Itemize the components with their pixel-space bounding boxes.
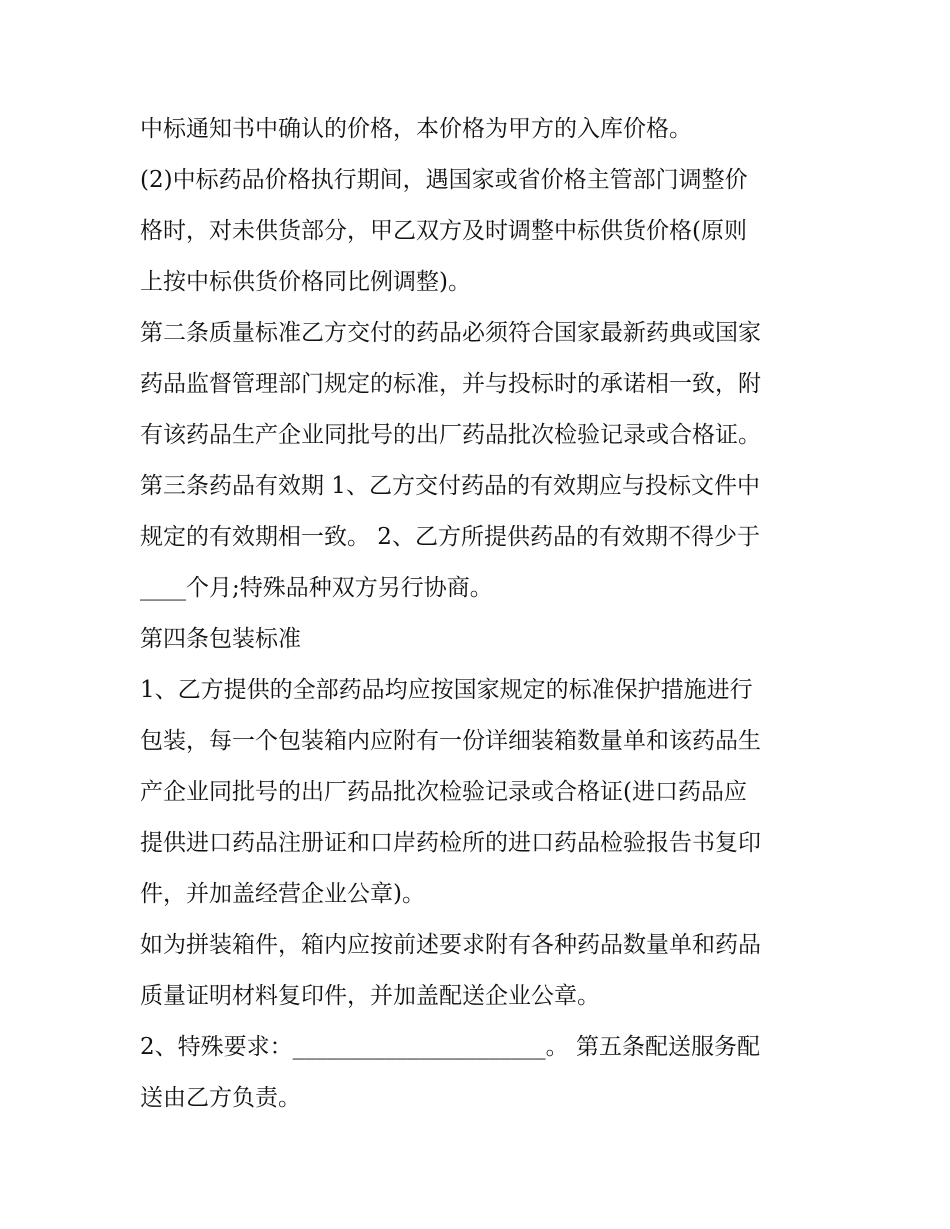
section-heading: 第四条包装标准	[140, 626, 301, 652]
text-line: 件，并加盖经营企业公章)。	[140, 881, 425, 907]
text-line: 格时，对未供货部分，甲乙双方及时调整中标供货价格(原则	[140, 218, 747, 244]
text-line: 第二条质量标准乙方交付的药品必须符合国家最新药典或国家	[140, 320, 761, 346]
text-line: 提供进口药品注册证和口岸药检所的进口药品检验报告书复印	[140, 830, 761, 856]
text-line: (2)中标药品价格执行期间，遇国家或省价格主管部门调整价	[140, 167, 748, 193]
text-line: 包装，每一个包装箱内应附有一份详细装箱数量单和该药品生	[140, 728, 761, 754]
text-line: 质量证明材料复印件，并加盖配送企业公章。	[140, 983, 600, 1009]
text-line: 产企业同批号的出厂药品批次检验记录或合格证(进口药品应	[140, 779, 747, 805]
text-line: 有该药品生产企业同批号的出厂药品批次检验记录或合格证。	[140, 422, 761, 448]
text-line: 1、乙方提供的全部药品均应按国家规定的标准保护措施进行	[140, 677, 753, 703]
text-line: 中标通知书中确认的价格，本价格为甲方的入库价格。	[140, 116, 692, 142]
text-line: 药品监督管理部门规定的标准，并与投标时的承诺相一致，附	[140, 371, 761, 397]
text-line: 2、特殊要求：______________________。 第五条配送服务配	[140, 1034, 760, 1060]
text-line: 第三条药品有效期 1、乙方交付药品的有效期应与投标文件中	[140, 473, 760, 499]
text-line: ____个月;特殊品种双方另行协商。	[140, 575, 493, 601]
text-line: 如为拼装箱件，箱内应按前述要求附有各种药品数量单和药品	[140, 932, 761, 958]
document-body	[140, 104, 830, 1124]
text-line: 规定的有效期相一致。 2、乙方所提供药品的有效期不得少于	[140, 524, 760, 550]
text-line: 送由乙方负责。	[140, 1085, 301, 1111]
text-line: 上按中标供货价格同比例调整)。	[140, 269, 471, 295]
